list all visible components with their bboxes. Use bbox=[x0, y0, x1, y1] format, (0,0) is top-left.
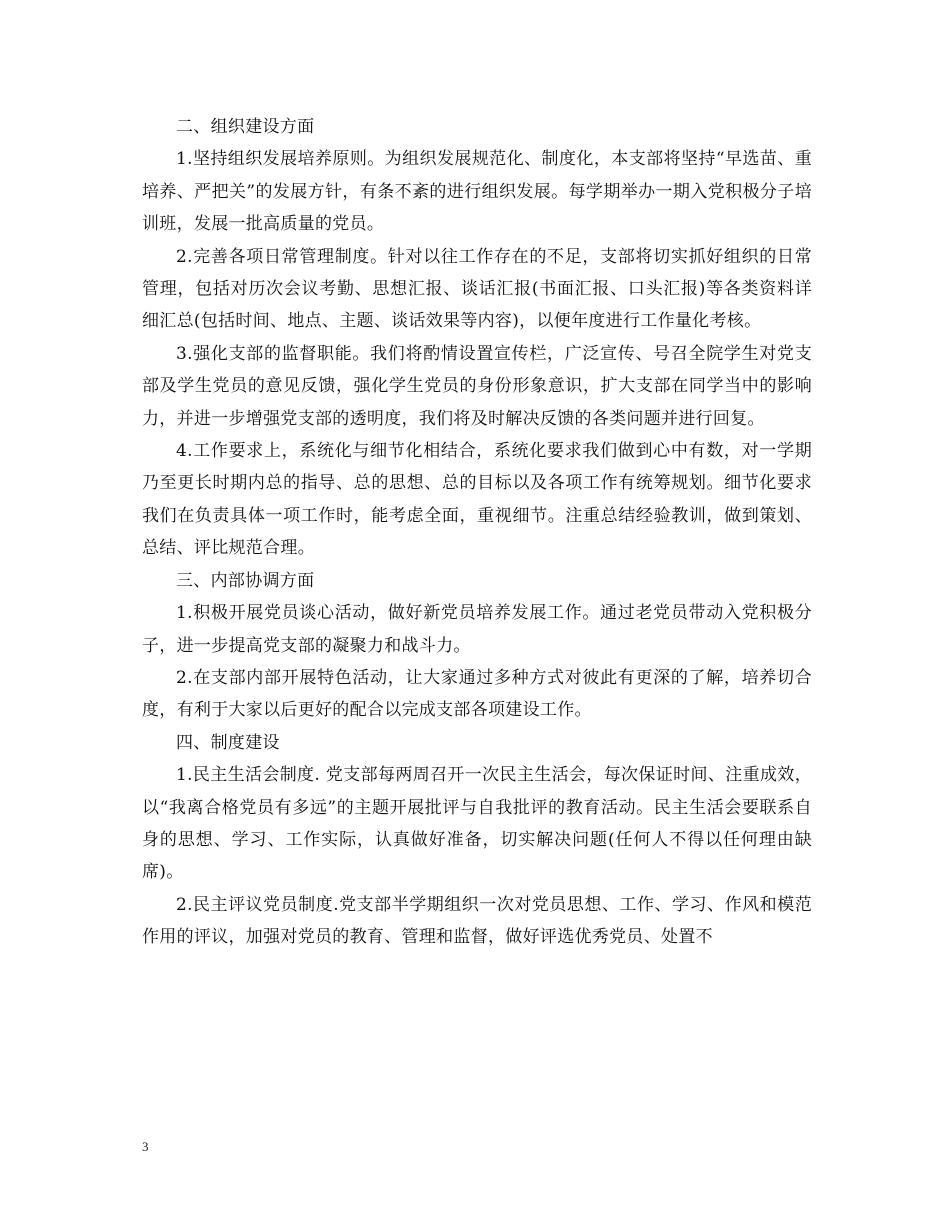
document-body bbox=[142, 111, 812, 954]
section-heading-coordination: 三、内部协调方面 bbox=[176, 570, 315, 591]
paragraph-coordination-2: 2.在支部内部开展特色活动，让大家通过多种方式对彼此有更深的了解，培养切合度，有利于大家以后更好的配合以完成支部各项建设工作。 bbox=[142, 667, 812, 721]
paragraph-coordination-1: 1.积极开展党员谈心活动，做好新党员培养发展工作。通过老党员带动入党积极分子，进一步提高党支部的凝聚力和战斗力。 bbox=[142, 603, 812, 656]
paragraph-organization-3: 3.强化支部的监督职能。我们将酌情设置宣传栏，广泛宣传、号召全院学生对党支部及学生党员的意见反馈，强化学生党员的身份形象意识，扩大支部在同学当中的影响力，并进一步增强党支部的透明度，我们将及时解决反馈的各类问题并进行回复。 bbox=[142, 343, 812, 429]
paragraph-organization-1: 1.坚持组织发展培养原则。为组织发展规范化、制度化，本支部将坚持“早选苗、重培养、严把关”的发展方针，有条不紊的进行组织发展。每学期举办一期入党积极分子培训班，发展一批高质量的党员。 bbox=[142, 149, 812, 235]
paragraph-system-1: 1.民主生活会制度. 党支部每两周召开一次民主生活会，每次保证时间、注重成效，以“我离合格党员有多远”的主题开展批评与自我批评的教育活动。民主生活会要联系自身的思想、学习、工作实际，认真做好准备，切实解决问题(任何人不得以任何理由缺席)。 bbox=[142, 765, 812, 883]
section-heading-organization: 二、组织建设方面 bbox=[176, 117, 315, 137]
page-number: 3 bbox=[142, 1139, 149, 1154]
paragraph-organization-2: 2.完善各项日常管理制度。针对以往工作存在的不足，支部将切实抓好组织的日常管理，包括对历次会议考勤、思想汇报、谈话汇报(书面汇报、口头汇报)等各类资料详细汇总(包括时间、地点、主题、谈话效果等内容)，以便年度进行工作量化考核。 bbox=[142, 246, 812, 332]
section-heading-system: 四、制度建设 bbox=[176, 732, 280, 753]
paragraph-organization-4: 4.工作要求上，系统化与细节化相结合，系统化要求我们做到心中有数，对一学期乃至更长时期内总的指导、总的思想、总的目标以及各项工作有统筹规划。细节化要求我们在负责具体一项工作时，能考虑全面，重视细节。注重总结经验教训，做到策划、总结、评比规范合理。 bbox=[142, 441, 812, 559]
paragraph-system-2: 2.民主评议党员制度.党支部半学期组织一次对党员思想、工作、学习、作风和模范作用的评议，加强对党员的教育、管理和监督，做好评选优秀党员、处置不 bbox=[142, 894, 812, 948]
